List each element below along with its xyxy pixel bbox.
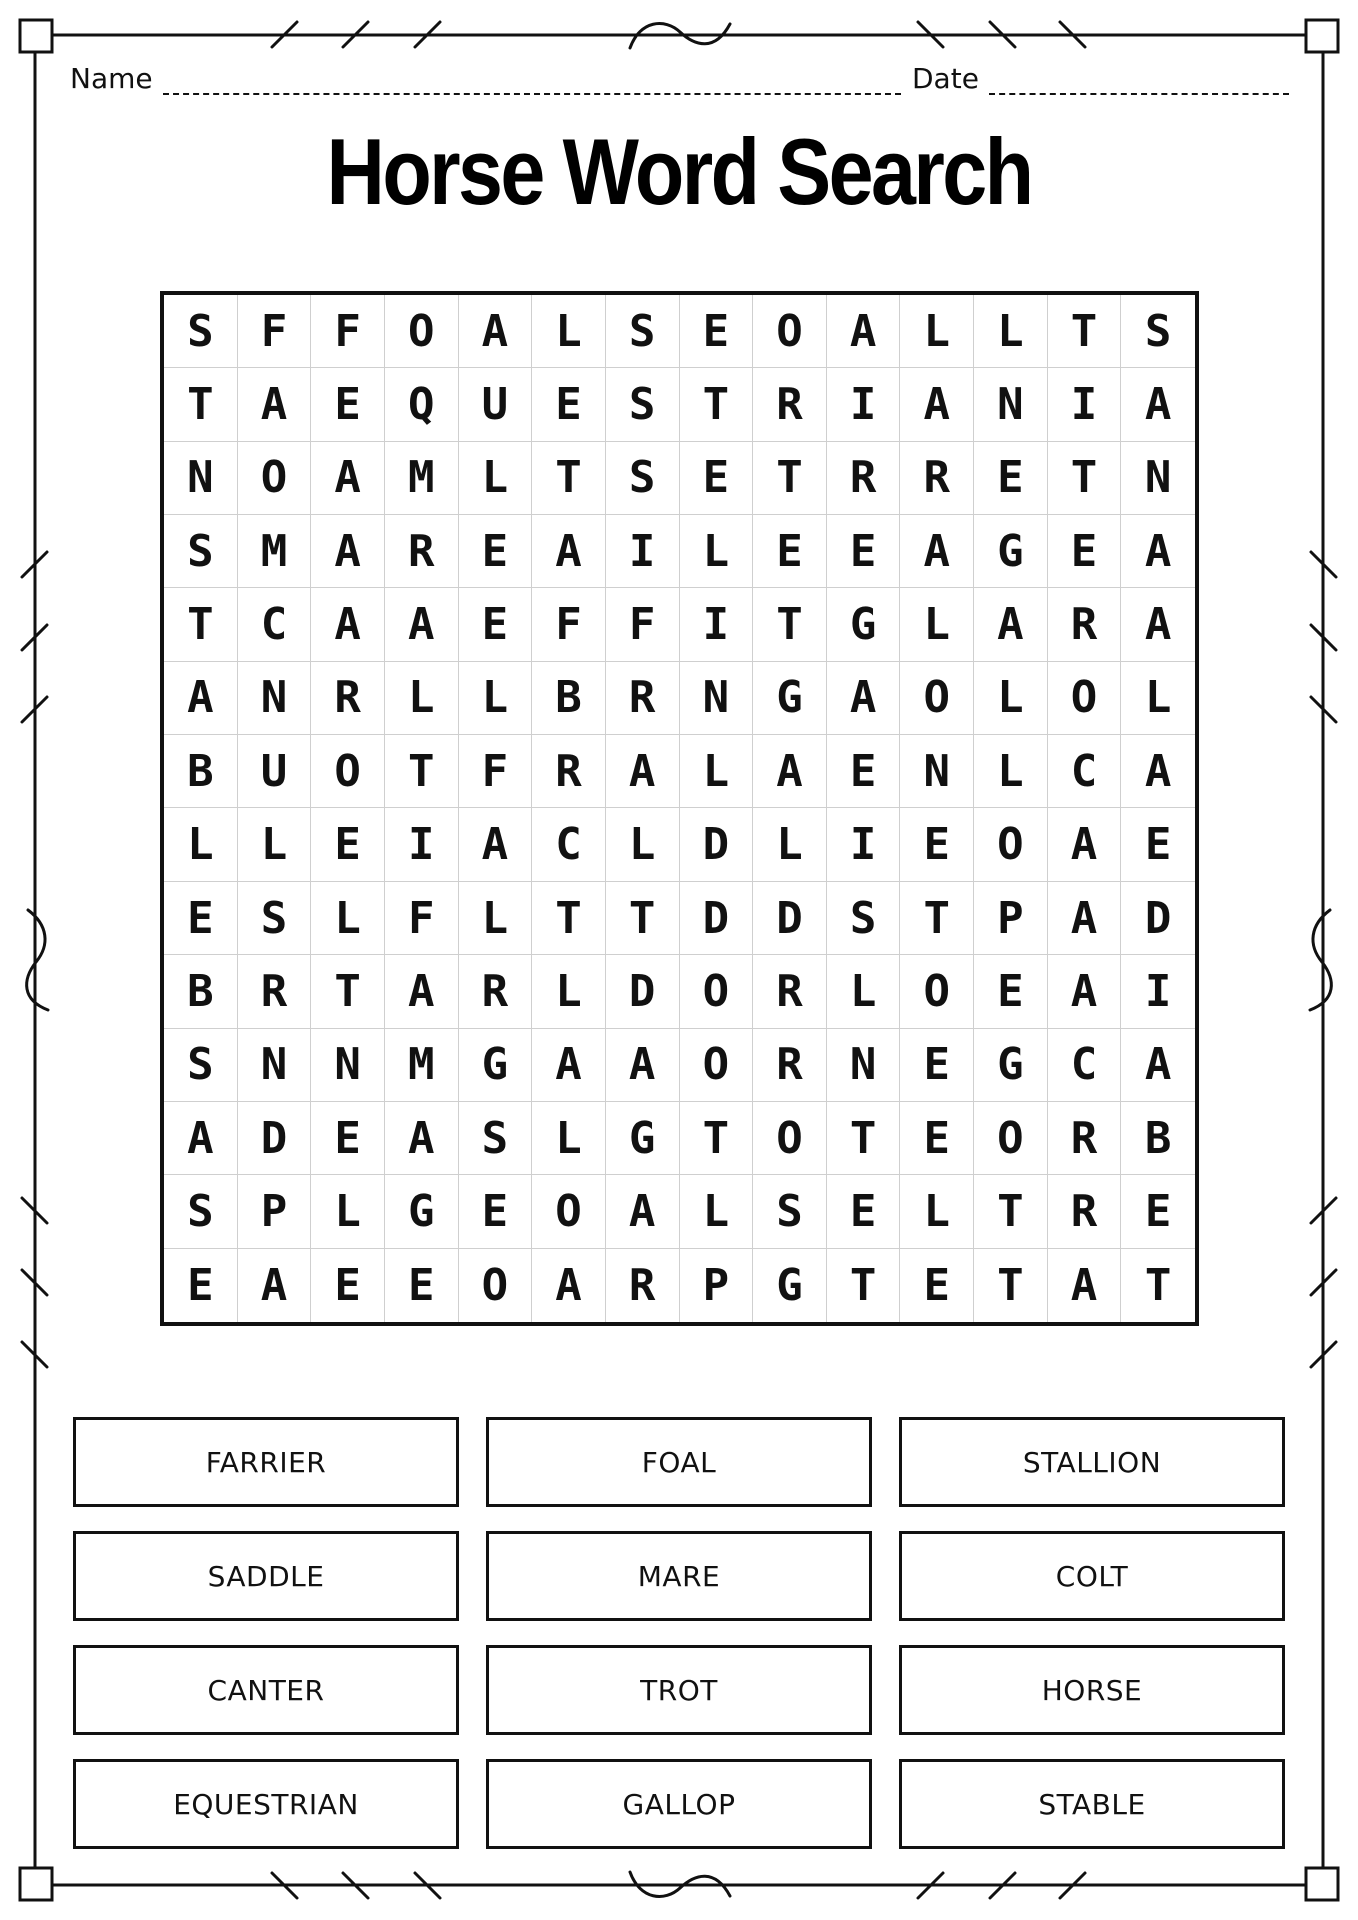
- grid-letter-r4-c2[interactable]: M: [238, 515, 312, 588]
- grid-letter-r6-c12[interactable]: L: [974, 662, 1048, 735]
- grid-letter-r11-c11[interactable]: E: [900, 1029, 974, 1102]
- grid-letter-r5-c3[interactable]: A: [311, 588, 385, 661]
- grid-letter-r7-c6[interactable]: R: [532, 735, 606, 808]
- grid-letter-r12-c4[interactable]: A: [385, 1102, 459, 1175]
- grid-letter-r2-c6[interactable]: E: [532, 368, 606, 441]
- grid-letter-r7-c1[interactable]: B: [164, 735, 238, 808]
- grid-letter-r5-c9[interactable]: T: [753, 588, 827, 661]
- grid-letter-r12-c13[interactable]: R: [1048, 1102, 1122, 1175]
- grid-letter-r3-c3[interactable]: A: [311, 442, 385, 515]
- word-box-horse: HORSE: [899, 1645, 1285, 1735]
- grid-letter-r3-c11[interactable]: R: [900, 442, 974, 515]
- grid-letter-r6-c7[interactable]: R: [606, 662, 680, 735]
- grid-letter-r2-c14[interactable]: A: [1121, 368, 1195, 441]
- grid-letter-r13-c3[interactable]: L: [311, 1175, 385, 1248]
- grid-letter-r6-c11[interactable]: O: [900, 662, 974, 735]
- grid-letter-r2-c5[interactable]: U: [459, 368, 533, 441]
- grid-letter-r8-c8[interactable]: D: [680, 808, 754, 881]
- grid-letter-r14-c1[interactable]: E: [164, 1249, 238, 1322]
- grid-letter-r12-c3[interactable]: E: [311, 1102, 385, 1175]
- grid-letter-r1-c14[interactable]: S: [1121, 295, 1195, 368]
- grid-letter-r7-c4[interactable]: T: [385, 735, 459, 808]
- word-box-stable: STABLE: [899, 1759, 1285, 1849]
- word-box-gallop: GALLOP: [486, 1759, 872, 1849]
- grid-letter-r8-c10[interactable]: I: [827, 808, 901, 881]
- corner-square-tr: [1306, 20, 1338, 52]
- grid-letter-r8-c2[interactable]: L: [238, 808, 312, 881]
- grid-letter-r5-c8[interactable]: I: [680, 588, 754, 661]
- grid-letter-r9-c6[interactable]: T: [532, 882, 606, 955]
- grid-letter-r1-c2[interactable]: F: [238, 295, 312, 368]
- name-line: [163, 71, 901, 95]
- grid-letter-r3-c8[interactable]: E: [680, 442, 754, 515]
- grid-letter-r7-c3[interactable]: O: [311, 735, 385, 808]
- word-box-colt: COLT: [899, 1531, 1285, 1621]
- grid-letter-r13-c2[interactable]: P: [238, 1175, 312, 1248]
- grid-letter-r2-c11[interactable]: A: [900, 368, 974, 441]
- grid-letter-r5-c5[interactable]: E: [459, 588, 533, 661]
- letter-grid: [160, 291, 1199, 1326]
- word-box-saddle: SADDLE: [73, 1531, 459, 1621]
- grid-letter-r11-c8[interactable]: O: [680, 1029, 754, 1102]
- grid-letter-r8-c13[interactable]: A: [1048, 808, 1122, 881]
- grid-letter-r1-c1[interactable]: S: [164, 295, 238, 368]
- grid-letter-r10-c4[interactable]: A: [385, 955, 459, 1028]
- grid-letter-r7-c5[interactable]: F: [459, 735, 533, 808]
- corner-square-tl: [20, 20, 52, 52]
- grid-letter-r12-c5[interactable]: S: [459, 1102, 533, 1175]
- grid-letter-r3-c14[interactable]: N: [1121, 442, 1195, 515]
- grid-letter-r10-c5[interactable]: R: [459, 955, 533, 1028]
- grid-letter-r5-c14[interactable]: A: [1121, 588, 1195, 661]
- grid-letter-r9-c5[interactable]: L: [459, 882, 533, 955]
- grid-letter-r4-c3[interactable]: A: [311, 515, 385, 588]
- grid-letter-r10-c14[interactable]: I: [1121, 955, 1195, 1028]
- grid-letter-r13-c14[interactable]: E: [1121, 1175, 1195, 1248]
- grid-letter-r10-c12[interactable]: E: [974, 955, 1048, 1028]
- grid-letter-r11-c14[interactable]: A: [1121, 1029, 1195, 1102]
- grid-letter-r11-c1[interactable]: S: [164, 1029, 238, 1102]
- grid-letter-r9-c11[interactable]: T: [900, 882, 974, 955]
- grid-letter-r4-c9[interactable]: E: [753, 515, 827, 588]
- grid-letter-r10-c13[interactable]: A: [1048, 955, 1122, 1028]
- grid-letter-r9-c14[interactable]: D: [1121, 882, 1195, 955]
- grid-letter-r10-c2[interactable]: R: [238, 955, 312, 1028]
- grid-letter-r5-c11[interactable]: L: [900, 588, 974, 661]
- grid-letter-r2-c10[interactable]: I: [827, 368, 901, 441]
- grid-letter-r4-c7[interactable]: I: [606, 515, 680, 588]
- grid-letter-r12-c6[interactable]: L: [532, 1102, 606, 1175]
- grid-letter-r9-c4[interactable]: F: [385, 882, 459, 955]
- grid-letter-r7-c11[interactable]: N: [900, 735, 974, 808]
- grid-letter-r12-c1[interactable]: A: [164, 1102, 238, 1175]
- word-box-trot: TROT: [486, 1645, 872, 1735]
- grid-letter-r13-c12[interactable]: T: [974, 1175, 1048, 1248]
- date-line: [989, 71, 1289, 95]
- date-label: Date: [912, 62, 979, 95]
- grid-letter-r2-c13[interactable]: I: [1048, 368, 1122, 441]
- grid-letter-r2-c2[interactable]: A: [238, 368, 312, 441]
- grid-letter-r4-c10[interactable]: E: [827, 515, 901, 588]
- grid-letter-r6-c3[interactable]: R: [311, 662, 385, 735]
- grid-letter-r3-c6[interactable]: T: [532, 442, 606, 515]
- grid-letter-r13-c7[interactable]: A: [606, 1175, 680, 1248]
- grid-letter-r4-c6[interactable]: A: [532, 515, 606, 588]
- grid-letter-r13-c4[interactable]: G: [385, 1175, 459, 1248]
- grid-letter-r8-c14[interactable]: E: [1121, 808, 1195, 881]
- grid-letter-r6-c8[interactable]: N: [680, 662, 754, 735]
- grid-letter-r3-c5[interactable]: L: [459, 442, 533, 515]
- grid-letter-r11-c4[interactable]: M: [385, 1029, 459, 1102]
- grid-letter-r7-c13[interactable]: C: [1048, 735, 1122, 808]
- grid-letter-r8-c6[interactable]: C: [532, 808, 606, 881]
- grid-letter-r2-c12[interactable]: N: [974, 368, 1048, 441]
- grid-letter-r10-c7[interactable]: D: [606, 955, 680, 1028]
- grid-letter-r1-c8[interactable]: E: [680, 295, 754, 368]
- grid-letter-r5-c10[interactable]: G: [827, 588, 901, 661]
- grid-letter-r6-c10[interactable]: A: [827, 662, 901, 735]
- grid-letter-r6-c1[interactable]: A: [164, 662, 238, 735]
- grid-letter-r8-c1[interactable]: L: [164, 808, 238, 881]
- grid-letter-r12-c9[interactable]: O: [753, 1102, 827, 1175]
- grid-letter-r10-c9[interactable]: R: [753, 955, 827, 1028]
- grid-letter-r3-c12[interactable]: E: [974, 442, 1048, 515]
- grid-letter-r11-c3[interactable]: N: [311, 1029, 385, 1102]
- grid-letter-r9-c3[interactable]: L: [311, 882, 385, 955]
- grid-letter-r13-c13[interactable]: R: [1048, 1175, 1122, 1248]
- grid-letter-r4-c5[interactable]: E: [459, 515, 533, 588]
- grid-letter-r10-c1[interactable]: B: [164, 955, 238, 1028]
- grid-letter-r9-c2[interactable]: S: [238, 882, 312, 955]
- grid-letter-r6-c2[interactable]: N: [238, 662, 312, 735]
- grid-letter-r9-c13[interactable]: A: [1048, 882, 1122, 955]
- grid-letter-r12-c14[interactable]: B: [1121, 1102, 1195, 1175]
- grid-letter-r4-c12[interactable]: G: [974, 515, 1048, 588]
- grid-letter-r9-c1[interactable]: E: [164, 882, 238, 955]
- grid-letter-r9-c7[interactable]: T: [606, 882, 680, 955]
- grid-letter-r2-c7[interactable]: S: [606, 368, 680, 441]
- corner-square-br: [1306, 1868, 1338, 1900]
- grid-letter-r4-c13[interactable]: E: [1048, 515, 1122, 588]
- grid-letter-r11-c2[interactable]: N: [238, 1029, 312, 1102]
- grid-letter-r13-c5[interactable]: E: [459, 1175, 533, 1248]
- grid-letter-r8-c3[interactable]: E: [311, 808, 385, 881]
- grid-letter-r14-c4[interactable]: E: [385, 1249, 459, 1322]
- grid-letter-r5-c4[interactable]: A: [385, 588, 459, 661]
- grid-letter-r1-c5[interactable]: A: [459, 295, 533, 368]
- name-field[interactable]: [70, 62, 901, 95]
- grid-letter-r2-c3[interactable]: E: [311, 368, 385, 441]
- grid-letter-r7-c8[interactable]: L: [680, 735, 754, 808]
- grid-letter-r4-c1[interactable]: S: [164, 515, 238, 588]
- grid-letter-r3-c4[interactable]: M: [385, 442, 459, 515]
- corner-square-bl: [20, 1868, 52, 1900]
- word-box-equestrian: EQUESTRIAN: [73, 1759, 459, 1849]
- grid-letter-r12-c12[interactable]: O: [974, 1102, 1048, 1175]
- grid-letter-r1-c13[interactable]: T: [1048, 295, 1122, 368]
- grid-letter-r14-c11[interactable]: E: [900, 1249, 974, 1322]
- grid-letter-r2-c8[interactable]: T: [680, 368, 754, 441]
- grid-letter-r2-c4[interactable]: Q: [385, 368, 459, 441]
- grid-letter-r14-c12[interactable]: T: [974, 1249, 1048, 1322]
- grid-letter-r7-c14[interactable]: A: [1121, 735, 1195, 808]
- grid-letter-r3-c10[interactable]: R: [827, 442, 901, 515]
- word-box-farrier: FARRIER: [73, 1417, 459, 1507]
- grid-letter-r5-c13[interactable]: R: [1048, 588, 1122, 661]
- grid-letter-r14-c10[interactable]: T: [827, 1249, 901, 1322]
- grid-letter-r14-c5[interactable]: O: [459, 1249, 533, 1322]
- word-box-foal: FOAL: [486, 1417, 872, 1507]
- grid-letter-r13-c6[interactable]: O: [532, 1175, 606, 1248]
- grid-letter-r7-c9[interactable]: A: [753, 735, 827, 808]
- grid-letter-r1-c4[interactable]: O: [385, 295, 459, 368]
- grid-letter-r13-c8[interactable]: L: [680, 1175, 754, 1248]
- grid-letter-r12-c8[interactable]: T: [680, 1102, 754, 1175]
- grid-letter-r3-c2[interactable]: O: [238, 442, 312, 515]
- word-box-mare: MARE: [486, 1531, 872, 1621]
- grid-letter-r2-c9[interactable]: R: [753, 368, 827, 441]
- grid-letter-r4-c11[interactable]: A: [900, 515, 974, 588]
- grid-letter-r10-c10[interactable]: L: [827, 955, 901, 1028]
- grid-letter-r6-c5[interactable]: L: [459, 662, 533, 735]
- page-title: Horse Word Search: [326, 119, 1032, 224]
- grid-letter-r13-c11[interactable]: L: [900, 1175, 974, 1248]
- grid-letter-r14-c9[interactable]: G: [753, 1249, 827, 1322]
- grid-letter-r14-c6[interactable]: A: [532, 1249, 606, 1322]
- grid-letter-r5-c2[interactable]: C: [238, 588, 312, 661]
- grid-letter-r13-c1[interactable]: S: [164, 1175, 238, 1248]
- grid-letter-r6-c6[interactable]: B: [532, 662, 606, 735]
- grid-letter-r7-c12[interactable]: L: [974, 735, 1048, 808]
- grid-letter-r4-c14[interactable]: A: [1121, 515, 1195, 588]
- grid-letter-r1-c12[interactable]: L: [974, 295, 1048, 368]
- grid-letter-r7-c7[interactable]: A: [606, 735, 680, 808]
- name-label: Name: [70, 62, 153, 95]
- grid-letter-r8-c11[interactable]: E: [900, 808, 974, 881]
- grid-letter-r12-c2[interactable]: D: [238, 1102, 312, 1175]
- grid-letter-r10-c8[interactable]: O: [680, 955, 754, 1028]
- grid-letter-r7-c2[interactable]: U: [238, 735, 312, 808]
- grid-letter-r1-c6[interactable]: L: [532, 295, 606, 368]
- grid-letter-r9-c10[interactable]: S: [827, 882, 901, 955]
- grid-letter-r11-c9[interactable]: R: [753, 1029, 827, 1102]
- grid-letter-r3-c13[interactable]: T: [1048, 442, 1122, 515]
- grid-letter-r14-c7[interactable]: R: [606, 1249, 680, 1322]
- word-box-stallion: STALLION: [899, 1417, 1285, 1507]
- grid-letter-r12-c10[interactable]: T: [827, 1102, 901, 1175]
- grid-letter-r5-c1[interactable]: T: [164, 588, 238, 661]
- grid-letter-r14-c8[interactable]: P: [680, 1249, 754, 1322]
- grid-letter-r6-c9[interactable]: G: [753, 662, 827, 735]
- grid-letter-r11-c13[interactable]: C: [1048, 1029, 1122, 1102]
- grid-letter-r8-c9[interactable]: L: [753, 808, 827, 881]
- grid-letter-r14-c2[interactable]: A: [238, 1249, 312, 1322]
- grid-letter-r11-c12[interactable]: G: [974, 1029, 1048, 1102]
- grid-letter-r5-c12[interactable]: A: [974, 588, 1048, 661]
- grid-letter-r11-c6[interactable]: A: [532, 1029, 606, 1102]
- grid-letter-r3-c7[interactable]: S: [606, 442, 680, 515]
- grid-letter-r6-c13[interactable]: O: [1048, 662, 1122, 735]
- grid-letter-r13-c10[interactable]: E: [827, 1175, 901, 1248]
- grid-letter-r11-c5[interactable]: G: [459, 1029, 533, 1102]
- grid-letter-r8-c12[interactable]: O: [974, 808, 1048, 881]
- grid-letter-r8-c4[interactable]: I: [385, 808, 459, 881]
- grid-letter-r4-c4[interactable]: R: [385, 515, 459, 588]
- grid-letter-r12-c7[interactable]: G: [606, 1102, 680, 1175]
- grid-letter-r1-c7[interactable]: S: [606, 295, 680, 368]
- grid-letter-r13-c9[interactable]: S: [753, 1175, 827, 1248]
- grid-letter-r14-c14[interactable]: T: [1144, 1259, 1172, 1311]
- grid-letter-r12-c11[interactable]: E: [900, 1102, 974, 1175]
- grid-letter-r10-c3[interactable]: T: [311, 955, 385, 1028]
- grid-letter-r10-c11[interactable]: O: [900, 955, 974, 1028]
- grid-letter-r11-c7[interactable]: A: [606, 1029, 680, 1102]
- grid-letter-r9-c9[interactable]: D: [753, 882, 827, 955]
- grid-letter-r9-c8[interactable]: D: [680, 882, 754, 955]
- grid-letter-r10-c6[interactable]: L: [532, 955, 606, 1028]
- grid-letter-r1-c11[interactable]: L: [900, 295, 974, 368]
- grid-letter-r11-c10[interactable]: N: [827, 1029, 901, 1102]
- grid-letter-r1-c3[interactable]: F: [311, 295, 385, 368]
- grid-letter-r1-c10[interactable]: A: [827, 295, 901, 368]
- grid-letter-r1-c9[interactable]: O: [753, 295, 827, 368]
- date-field[interactable]: [912, 62, 1289, 95]
- grid-letter-r14-c3[interactable]: E: [311, 1249, 385, 1322]
- grid-letter-r4-c8[interactable]: L: [680, 515, 754, 588]
- grid-letter-r3-c9[interactable]: T: [753, 442, 827, 515]
- grid-letter-r8-c7[interactable]: L: [606, 808, 680, 881]
- grid-letter-r14-c13[interactable]: A: [1048, 1249, 1122, 1322]
- word-box-canter: CANTER: [73, 1645, 459, 1735]
- grid-letter-r2-c1[interactable]: T: [164, 368, 238, 441]
- grid-letter-r7-c10[interactable]: E: [827, 735, 901, 808]
- grid-letter-r5-c6[interactable]: F: [532, 588, 606, 661]
- grid-letter-r6-c4[interactable]: L: [385, 662, 459, 735]
- grid-letter-r8-c5[interactable]: A: [459, 808, 533, 881]
- grid-letter-r3-c1[interactable]: N: [164, 442, 238, 515]
- grid-letter-r5-c7[interactable]: F: [606, 588, 680, 661]
- grid-letter-r6-c14[interactable]: L: [1121, 662, 1195, 735]
- grid-letter-r9-c12[interactable]: P: [974, 882, 1048, 955]
